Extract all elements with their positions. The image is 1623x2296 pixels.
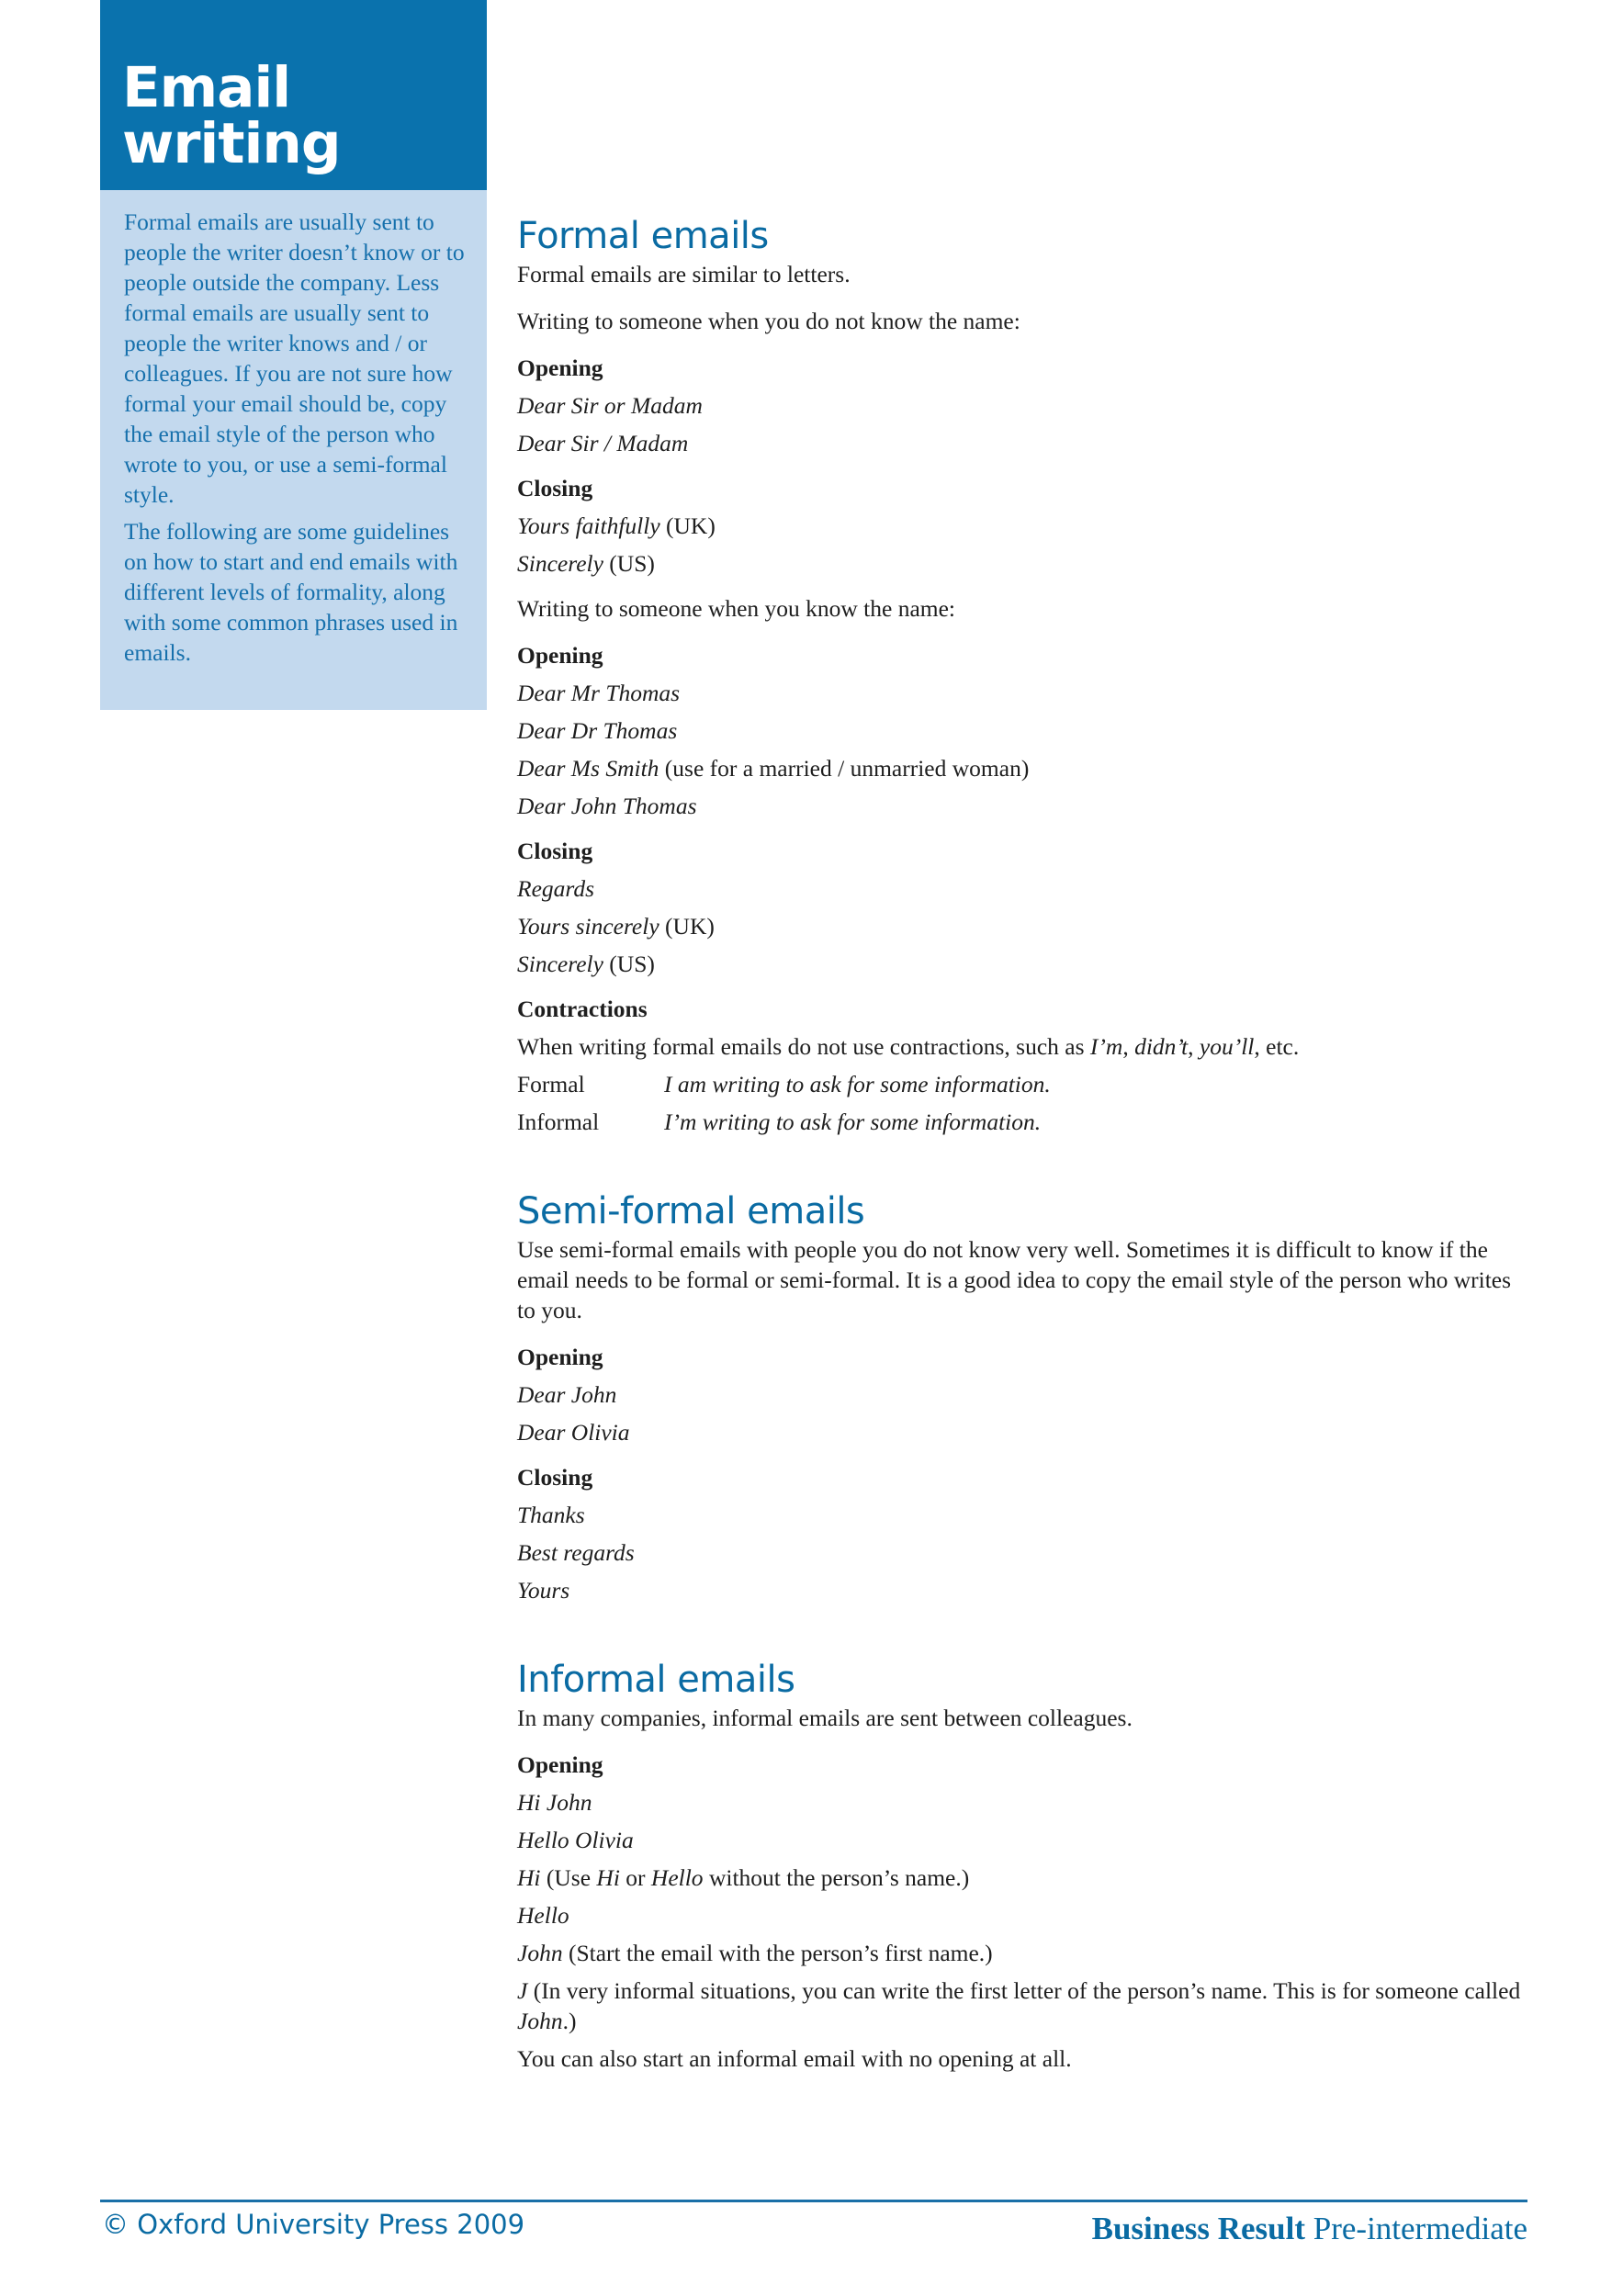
formal-key: Formal [517,1071,585,1097]
example-phrase: Dear Mr Thomas [517,680,681,706]
opening-label: Opening [517,642,603,669]
brand-footer: Business Result Pre-intermediate [1091,2211,1527,2246]
example-phrase: Dear Sir or Madam [517,392,703,419]
example-phrase: Hello Olivia [517,1827,634,1853]
example-phrase: Yours [517,1577,570,1604]
example-phrase: Regards [517,875,595,902]
example-phrase: Sincerely (US) [517,951,655,977]
intro-sidebar [100,190,487,710]
example-phrase: Hello [517,1902,569,1929]
informal-example-row [517,1107,1527,1137]
intro-paragraph: Formal emails are usually sent to people the writer doesn’t know or to people outside the company. Less formal emails are usually sent to people the writer knows and / or colleagues. If you are not sure how formal your email should be, copy the email style of the person who wrote to you, or use a semi-formal style. [124,208,465,508]
example-phrase: Dear John [517,1381,617,1408]
informal-example: I’m writing to ask for some information. [664,1109,1042,1135]
example-phrase: Dear Dr Thomas [517,717,678,744]
copyright: © Oxford University Press 2009 [102,2209,525,2240]
opening-label: Opening [517,1344,603,1370]
no-opening-text: You can also start an informal email with no opening at all. [517,2045,1072,2072]
formal-example: I am writing to ask for some information. [664,1071,1051,1097]
page-title: Email writing [122,55,341,176]
example-phrase: Dear Sir / Madam [517,430,689,456]
intro-paragraph: The following are some guidelines on how to start and end emails with different levels of formality, along with some common phrases used in emails. [124,518,458,666]
example-phrase: Dear Ms Smith (use for a married / unmarried woman) [517,755,1030,782]
formal-intro: Formal emails are similar to letters. [517,261,851,287]
main-content [517,213,1527,2081]
closing-label: Closing [517,838,593,864]
footer-divider [100,2200,1527,2202]
formal-section [517,213,1527,1137]
example-phrase: Thanks [517,1502,585,1528]
opening-label: Opening [517,355,603,381]
example-phrase: Dear John Thomas [517,793,697,819]
example-phrase: Dear Olivia [517,1419,630,1446]
semi-formal-intro: Use semi-formal emails with people you do not know very well. Sometimes it is difficult to know if the email needs to be formal or semi-formal. It is a good idea to copy the email style of the person who writes to you. [517,1236,1512,1323]
semi-formal-heading: Semi-formal emails [517,1190,865,1232]
title-banner [100,0,487,190]
closing-label: Closing [517,475,593,501]
known-name-text: Writing to someone when you know the name: [517,595,956,622]
example-phrase: Hi (Use Hi or Hello without the person’s name.) [517,1864,970,1891]
informal-section [517,1657,1527,2074]
unknown-name-text: Writing to someone when you do not know the name: [517,308,1020,334]
semi-formal-section [517,1188,1527,1605]
informal-intro: In many companies, informal emails are sent between colleagues. [517,1705,1133,1731]
example-phrase: Yours sincerely (UK) [517,913,715,940]
example-phrase: John (Start the email with the person’s first name.) [517,1940,993,1966]
example-phrase: Hi John [517,1789,592,1816]
example-phrase: Best regards [517,1539,635,1566]
contractions-text: When writing formal emails do not use contractions, such as I’m, didn’t, you’ll, etc. [517,1033,1300,1060]
formal-example-row [517,1069,1527,1099]
contractions-label: Contractions [517,996,648,1022]
informal-heading: Informal emails [517,1659,795,1701]
closing-label: Closing [517,1464,593,1491]
example-phrase: J (In very informal situations, you can write the first letter of the person’s name. This is for someone called John.) [517,1977,1521,2034]
opening-label: Opening [517,1751,603,1778]
example-phrase: Yours faithfully (UK) [517,512,716,539]
formal-heading: Formal emails [517,215,769,257]
example-phrase: Sincerely (US) [517,550,655,577]
informal-key: Informal [517,1109,600,1135]
